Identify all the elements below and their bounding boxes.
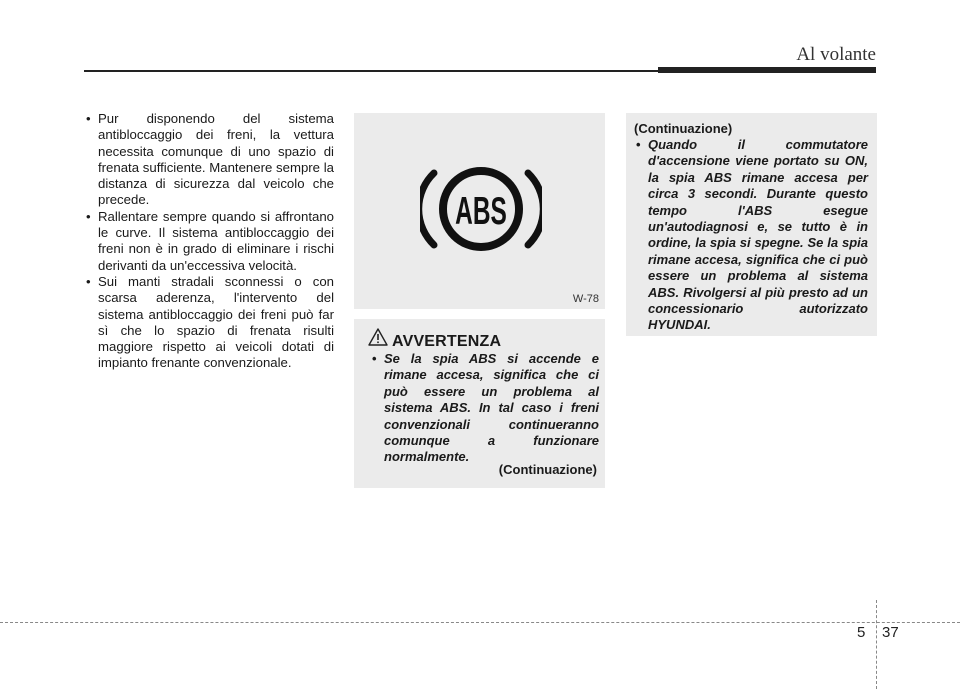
warning-body: [372, 351, 599, 466]
bullet-icon: •: [372, 351, 377, 366]
list-item: [84, 274, 334, 372]
warning-header: [368, 327, 598, 349]
abs-warning-light-icon: [420, 161, 542, 257]
bullet-icon: •: [636, 137, 641, 152]
header-rule-thick: [658, 67, 876, 73]
continued-heading: (Continuazione): [634, 121, 733, 136]
left-column: [84, 111, 334, 372]
figure-panel: [354, 113, 605, 309]
list-item-text: Sui manti stradali sconnessi o con scarsa aderenza, l'intervento del sistema antibloccaggio dei freni può far sì che lo spazio di frenata risulti maggiore rispetto ai veicoli dotati di impianto frenante convenzionale.: [98, 273, 334, 371]
continued-text: Quando il commutatore d'accensione viene portato su ON, la spia ABS rimane accesa per circa 3 secondi. Durante questo tempo l'ABS esegue un'autodiagnosi e, se tutto è in ordine, la spia si spegne. Se la spia rimane accesa, significa che ci può essere un problema al sistema ABS. Rivolgersi al più presto ad un concessionario autorizzato HYUNDAI.: [648, 137, 868, 333]
warning-title: AVVERTENZA: [392, 333, 502, 350]
header-rule-thin: [84, 70, 660, 72]
continued-body: [634, 137, 868, 334]
list-item-text: Pur disponendo del sistema antibloccaggio dei freni, la vettura necessita comunque di uno spazio di frenata sufficiente. Mantenere sempre la distanza di sicurezza dal veicolo che precede.: [98, 111, 334, 208]
warning-panel: [354, 319, 605, 488]
bullet-icon: •: [86, 111, 91, 126]
bullet-icon: •: [86, 208, 91, 224]
page-number: 37: [882, 624, 899, 641]
warning-continuation: (Continuazione): [498, 462, 597, 477]
warning-triangle-icon: [368, 327, 388, 347]
list-item: [84, 111, 334, 209]
warning-text: Se la spia ABS si accende e rimane accesa, significa che ci può essere un problema al sistema ABS. In tal caso i freni convenzionali continueranno comunque a funzionare normalmente.: [384, 351, 599, 465]
abs-icon-label: ABS: [455, 187, 507, 233]
bullet-icon: •: [86, 273, 91, 289]
section-title: Al volante: [796, 44, 876, 65]
figure-code: W-78: [572, 293, 599, 305]
continued-panel: [626, 113, 877, 336]
footer-rule: [0, 622, 960, 623]
footer-divider: [876, 600, 877, 689]
chapter-number: 5: [857, 624, 866, 641]
list-item-text: Rallentare sempre quando si affrontano le curve. Il sistema antibloccaggio dei freni non è in grado di eliminare i rischi derivanti da un'eccessiva velocità.: [98, 208, 334, 273]
bullet-list: [84, 111, 334, 372]
list-item: [84, 209, 334, 274]
